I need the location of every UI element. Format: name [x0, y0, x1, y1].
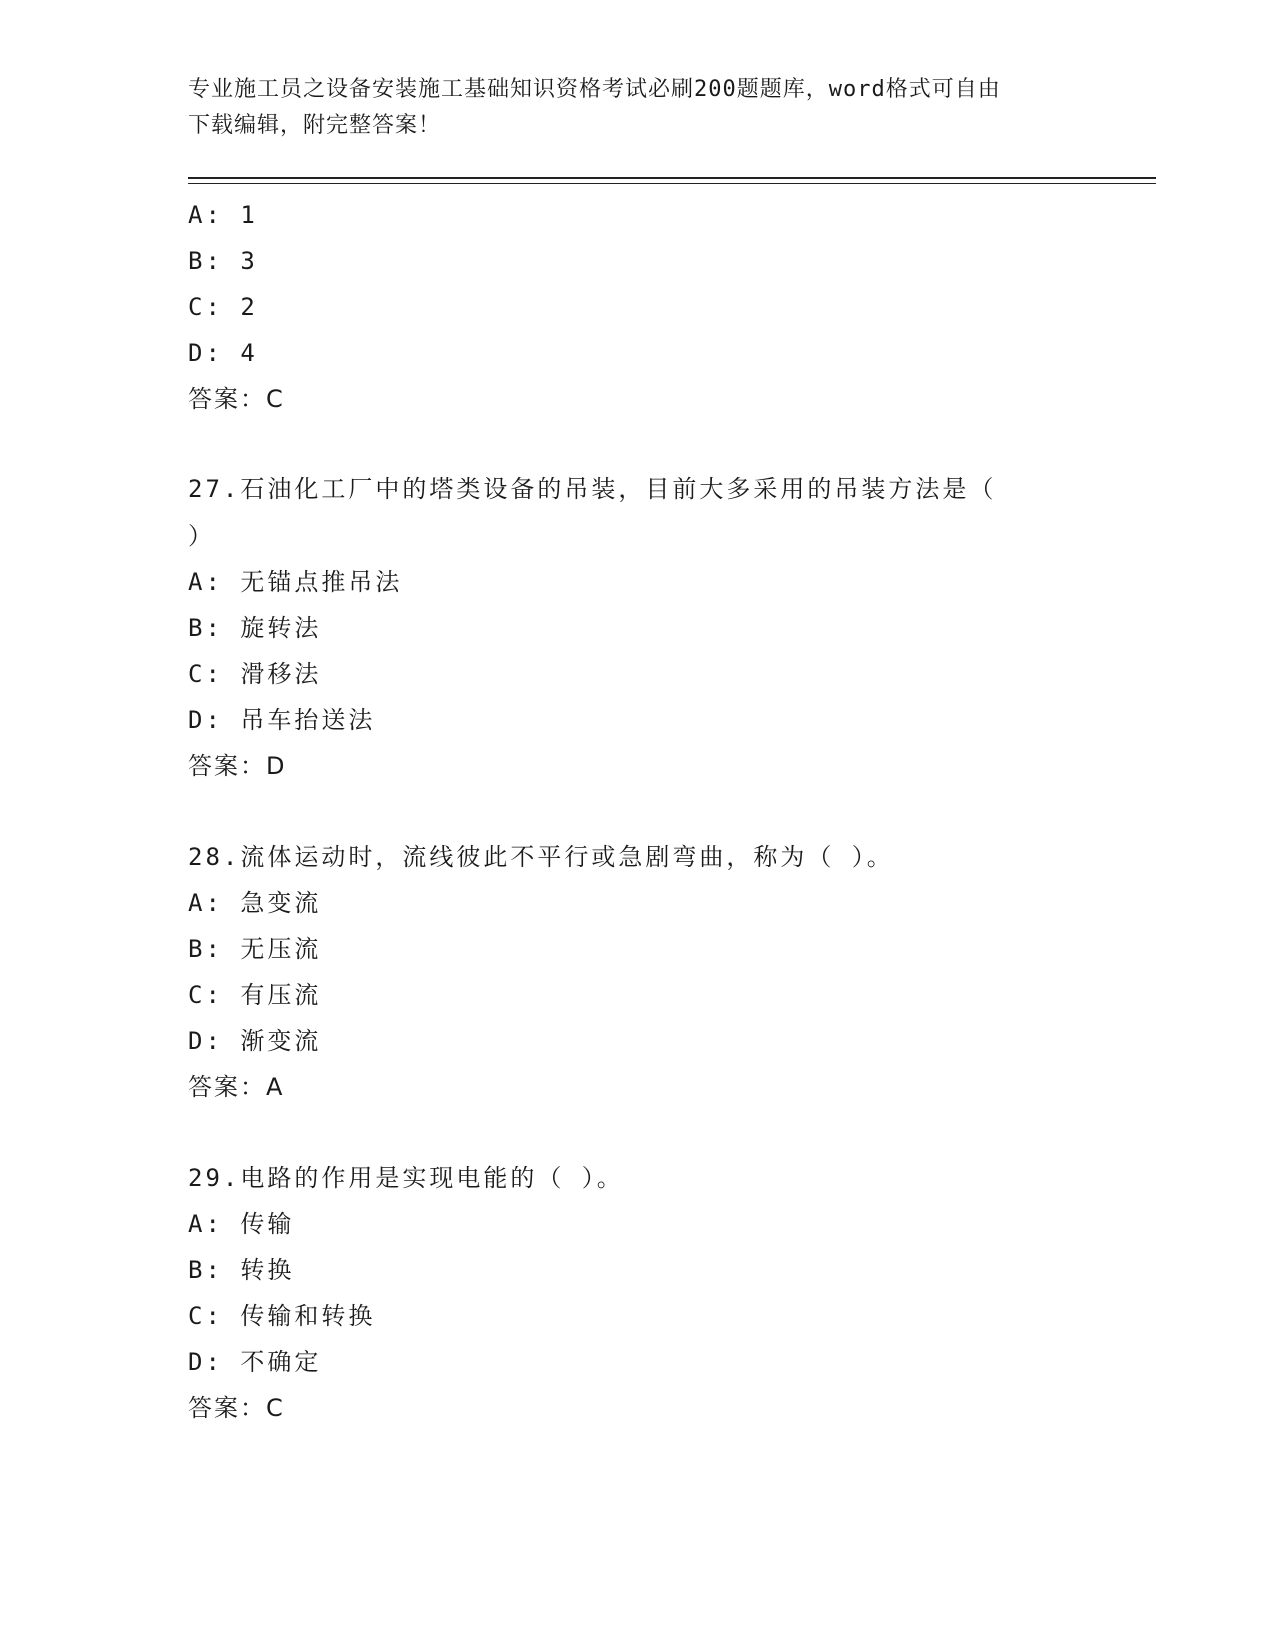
option-d: D: 不确定	[188, 1348, 322, 1376]
option-a: A: 1	[188, 201, 258, 229]
option-b: B: 转换	[188, 1256, 295, 1284]
spacer	[188, 1110, 1088, 1155]
option-b: B: 无压流	[188, 935, 322, 963]
spacer	[188, 789, 1088, 834]
question-stem: 28.流体运动时，流线彼此不平行或急剧弯曲，称为（ ）。	[188, 843, 894, 871]
question-29	[188, 1155, 1088, 1431]
option-a: A: 无锚点推吊法	[188, 568, 403, 596]
option-d: D: 4	[188, 339, 258, 367]
option-c: C: 滑移法	[188, 660, 322, 688]
question-28	[188, 834, 1088, 1110]
option-a: A: 传输	[188, 1210, 295, 1238]
answer-line: 答案：A	[188, 1073, 285, 1101]
question-26-partial	[188, 192, 1088, 422]
option-c: C: 2	[188, 293, 258, 321]
answer-line: 答案：C	[188, 385, 285, 413]
answer-line: 答案：D	[188, 752, 287, 780]
option-d: D: 渐变流	[188, 1027, 322, 1055]
question-stem: 29.电路的作用是实现电能的（ ）。	[188, 1164, 624, 1192]
header-line-2: 下载编辑，附完整答案！	[188, 113, 442, 138]
header-divider-top	[188, 177, 1156, 179]
spacer	[188, 422, 1088, 467]
question-stem: 27.石油化工厂中的塔类设备的吊装，目前大多采用的吊装方法是（	[188, 475, 997, 503]
option-a: A: 急变流	[188, 889, 322, 917]
option-c: C: 有压流	[188, 981, 322, 1009]
question-27	[188, 467, 1088, 789]
document-header	[188, 72, 1068, 144]
option-c: C: 传输和转换	[188, 1302, 376, 1330]
question-stem-continued: ）	[188, 522, 215, 550]
option-d: D: 吊车抬送法	[188, 706, 376, 734]
question-list	[188, 192, 1088, 1431]
option-b: B: 3	[188, 247, 258, 275]
answer-line: 答案：C	[188, 1394, 285, 1422]
header-divider-bottom	[188, 183, 1156, 184]
option-b: B: 旋转法	[188, 614, 322, 642]
header-line-1: 专业施工员之设备安装施工基础知识资格考试必刷200题题库，word格式可自由	[188, 77, 1001, 102]
